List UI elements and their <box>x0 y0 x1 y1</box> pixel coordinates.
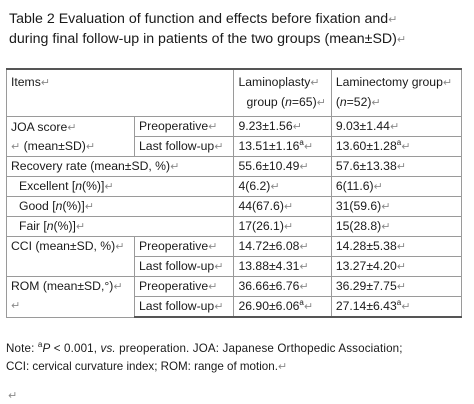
row-label-fair: Fair [n(%)]↵ <box>7 217 234 237</box>
footnote-line-1: Note: $^a$P < 0.001, vs. preoperation. JOA: Japanese Orthopedic Association; <box>6 340 403 355</box>
paragraph-mark-icon: ↵ <box>396 241 406 253</box>
paragraph-mark-icon: ↵ <box>299 261 309 273</box>
paragraph-mark-icon: ↵ <box>442 77 453 89</box>
value-laminectomy: 31(59.6)↵ <box>331 197 461 217</box>
value-laminoplasty: 36.66±6.76↵ <box>234 277 331 297</box>
paragraph-mark-icon: ↵ <box>214 261 224 273</box>
value-laminectomy: 14.28±5.38↵ <box>331 237 461 257</box>
table-row <box>7 157 462 177</box>
table-header-row <box>7 69 462 117</box>
paragraph-mark-icon: ↵ <box>75 221 86 233</box>
row-label-rom: ROM (mean±SD,°)↵ ↵ <box>7 277 135 318</box>
paragraph-mark-icon: ↵ <box>283 201 294 213</box>
paragraph-mark-icon: ↵ <box>85 140 96 153</box>
paragraph-mark-icon: ↵ <box>396 261 406 273</box>
value-laminoplasty: 9.23±1.56↵ <box>234 117 331 137</box>
paragraph-mark-icon: ↵ <box>292 121 302 133</box>
table-row <box>7 117 462 137</box>
paragraph-mark-icon: ↵ <box>270 181 280 193</box>
value-laminoplasty: 4(6.2)↵ <box>234 177 331 197</box>
row-label-excellent: Excellent [n(%)]↵ <box>7 177 234 197</box>
paragraph-mark-icon: ↵ <box>11 140 21 153</box>
results-table <box>6 68 462 318</box>
table-row <box>7 217 462 237</box>
paragraph-mark-icon: ↵ <box>208 241 218 253</box>
paragraph-mark-icon: ↵ <box>104 181 114 193</box>
value-laminoplasty: 55.6±10.49↵ <box>234 157 331 177</box>
paragraph-mark-icon: ↵ <box>316 97 326 109</box>
paragraph-mark-icon: ↵ <box>303 141 314 153</box>
paragraph-mark-icon: ↵ <box>67 121 77 134</box>
paragraph-mark-icon: ↵ <box>381 221 391 233</box>
sub-label: Last follow-up↵ <box>135 297 234 318</box>
paragraph-mark-icon: ↵ <box>389 121 400 133</box>
value-laminectomy: 6(11.6)↵ <box>331 177 461 197</box>
header-laminectomy: Laminectomy group↵ (n=52)↵ <box>331 69 461 117</box>
end-paragraph-mark <box>8 386 17 404</box>
paragraph-mark-icon: ↵ <box>303 301 314 313</box>
table-row <box>7 177 462 197</box>
paragraph-mark-icon: ↵ <box>401 141 411 153</box>
paragraph-mark-icon: ↵ <box>371 97 381 109</box>
paragraph-mark-icon: ↵ <box>283 221 294 233</box>
caption-line-1: Table 2 Evaluation of function and effects before fixation and↵ <box>9 11 398 27</box>
sub-label: Preoperative↵ <box>135 117 234 137</box>
paragraph-mark-icon: ↵ <box>401 301 411 313</box>
table-row <box>7 277 462 297</box>
paragraph-mark-icon: ↵ <box>84 201 94 213</box>
sub-label: Last follow-up↵ <box>135 137 234 157</box>
results-table-wrapper <box>6 68 462 327</box>
value-laminoplasty: 26.90±6.06$^a$↵ <box>234 297 331 318</box>
paragraph-mark-icon: ↵ <box>214 141 224 153</box>
paragraph-mark-icon: ↵ <box>373 181 383 193</box>
paragraph-mark-icon: ↵ <box>396 34 407 46</box>
paragraph-mark-icon: ↵ <box>299 281 309 293</box>
row-label-recovery: Recovery rate (mean±SD, %)↵ <box>7 157 234 177</box>
sub-label: Preoperative↵ <box>135 237 234 257</box>
value-laminectomy: 57.6±13.38↵ <box>331 157 461 177</box>
value-laminectomy: 15(28.8)↵ <box>331 217 461 237</box>
paragraph-mark-icon: ↵ <box>299 161 309 173</box>
paragraph-mark-icon: ↵ <box>396 281 406 293</box>
row-label-cci: CCI (mean±SD, %)↵ <box>7 237 135 277</box>
paragraph-mark-icon: ↵ <box>170 161 180 173</box>
sub-label: Preoperative↵ <box>135 277 234 297</box>
paragraph-mark-icon: ↵ <box>277 361 288 373</box>
value-laminectomy: 9.03±1.44↵ <box>331 117 461 137</box>
row-label-joa: JOA score↵ ↵ (mean±SD)↵ <box>7 117 135 157</box>
table-caption <box>9 10 469 50</box>
paragraph-mark-icon: ↵ <box>40 77 51 89</box>
paragraph-mark-icon: ↵ <box>388 14 398 26</box>
paragraph-mark-icon: ↵ <box>113 281 123 293</box>
table-row <box>7 197 462 217</box>
paragraph-mark-icon: ↵ <box>396 161 406 173</box>
paragraph-mark-icon: ↵ <box>299 241 309 253</box>
value-laminectomy: 13.27±4.20↵ <box>331 257 461 277</box>
table-row <box>7 237 462 257</box>
header-items: Items↵ <box>7 69 234 117</box>
header-laminoplasty: Laminoplasty↵ group (n=65)↵ <box>234 69 331 117</box>
value-laminoplasty: 17(26.1)↵ <box>234 217 331 237</box>
value-laminoplasty: 13.51±1.16$^a$↵ <box>234 137 331 157</box>
footnote-line-2: CCI: cervical curvature index; ROM: range of motion.↵ <box>6 360 288 373</box>
sub-label: Last follow-up↵ <box>135 257 234 277</box>
value-laminectomy: 13.60±1.28$^a$↵ <box>331 137 461 157</box>
value-laminoplasty: 14.72±6.08↵ <box>234 237 331 257</box>
paragraph-mark-icon: ↵ <box>381 201 391 213</box>
paragraph-mark-icon: ↵ <box>208 121 218 133</box>
paragraph-mark-icon: ↵ <box>8 390 18 402</box>
value-laminoplasty: 44(67.6)↵ <box>234 197 331 217</box>
row-label-good: Good [n(%)]↵ <box>7 197 234 217</box>
paragraph-mark-icon: ↵ <box>208 281 218 293</box>
caption-line-2: during final follow-up in patients of the two groups (mean±SD)↵ <box>9 31 407 47</box>
value-laminectomy: 36.29±7.75↵ <box>331 277 461 297</box>
paragraph-mark-icon: ↵ <box>11 300 21 312</box>
table-footnote <box>6 340 466 376</box>
value-laminectomy: 27.14±6.43$^a$↵ <box>331 297 461 318</box>
paragraph-mark-icon: ↵ <box>214 301 224 313</box>
paragraph-mark-icon: ↵ <box>310 77 320 89</box>
paragraph-mark-icon: ↵ <box>115 241 125 253</box>
value-laminoplasty: 13.88±4.31↵ <box>234 257 331 277</box>
